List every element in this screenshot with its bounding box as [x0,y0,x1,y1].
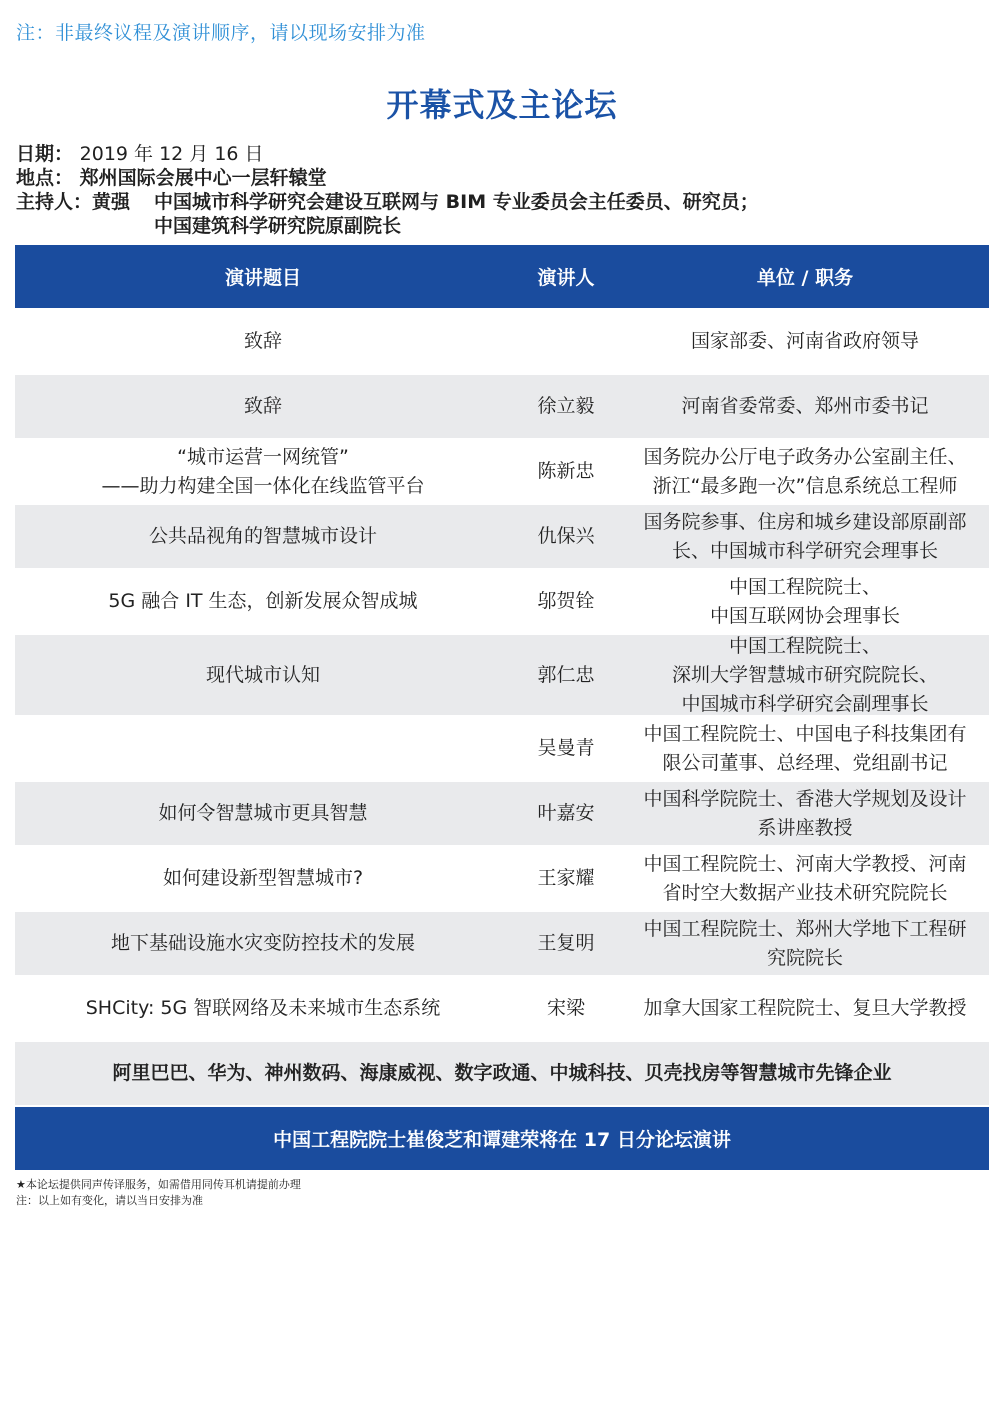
table-row [15,440,989,503]
org-cell: 加拿大国家工程院院士、复旦大学教授 [643,997,967,1019]
topic-cell: 如何令智慧城市更具智慧 [158,802,368,824]
header-speaker: 演讲人 [537,267,595,289]
page-title: 开幕式及主论坛 [386,86,618,124]
date-line [16,142,991,166]
speaker-cell: 陈新忠 [537,460,595,482]
footnote-change: 注：以上如有变化，请以当日安排为准 [16,1194,203,1207]
topic-cell: 地下基础设施水灾变防控技术的发展 [110,932,415,954]
org-cell: 国务院参事、住房和城乡建设部原副部 长、中国城市科学研究会理事长 [643,510,967,562]
header-org: 单位 / 职务 [756,267,854,289]
topic-cell: SHCity: 5G 智联网络及未来城市生态系统 [85,997,441,1019]
footnotes [16,1177,301,1209]
org-cell: 中国工程院院士、郑州大学地下工程研 究院院长 [643,917,967,969]
speaker-cell: 徐立毅 [537,395,595,417]
date-label: 日期： [16,143,74,165]
place-line [16,166,991,190]
topic-cell [15,717,511,780]
host-line [16,190,991,237]
speaker-cell: 仇保兴 [537,525,595,547]
agenda-table [15,245,989,1170]
table-row [15,570,989,633]
table-row [15,505,989,568]
table-row [15,782,989,845]
date-value: 2019 年 12 月 16 日 [79,143,264,165]
speaker-cell: 吴曼青 [537,737,595,759]
speaker-cell: 郭仁忠 [537,663,595,686]
topic-cell: 致辞 [243,330,282,352]
table-row [15,847,989,910]
table-row [15,310,989,373]
table-row [15,375,989,438]
header-topic: 演讲题目 [224,267,301,289]
table-row [15,912,989,975]
topic-cell: 公共品视角的智慧城市设计 [148,525,377,547]
topic-cell: 现代城市认知 [205,663,320,686]
speaker-cell: 叶嘉安 [537,802,595,824]
speaker-cell: 邬贺铨 [537,590,595,612]
org-cell: 中国科学院院士、香港大学规划及设计 系讲座教授 [643,787,967,839]
speaker-cell: 王家耀 [537,867,595,889]
org-cell: 国家部委、河南省政府领导 [690,330,919,352]
table-row [15,977,989,1040]
host-role [154,190,759,237]
place-label: 地点： [16,167,74,189]
org-cell: 国务院办公厅电子政务办公室副主任、 浙江“最多跑一次”信息系统总工程师 [643,445,967,497]
forum-banner: 中国工程院院士崔俊芝和谭建荣将在 17 日分论坛演讲 [15,1107,989,1170]
speaker-cell: 王复明 [537,932,595,954]
agenda-disclaimer: 注：非最终议程及演讲顺序，请以现场安排为准 [16,22,426,44]
org-cell: 中国工程院院士、 中国互联网协会理事长 [709,575,900,627]
speaker-cell: 宋梁 [546,997,585,1019]
org-cell: 中国工程院院士、中国电子科技集团有 限公司董事、总经理、党组副书记 [643,722,967,774]
event-info [16,142,991,237]
org-cell: 中国工程院院士、 深圳大学智慧城市研究院院长、 中国城市科学研究会副理事长 [671,634,938,715]
companies-row [15,1042,989,1105]
topic-cell: 5G 融合 IT 生态，创新发展众智成城 [108,590,418,612]
table-row [15,717,989,780]
topic-cell: “城市运营一网统管” ——助力构建全国一体化在线监管平台 [101,445,425,497]
companies-text: 阿里巴巴、华为、神州数码、海康威视、数字政通、中城科技、贝壳找房等智慧城市先锋企业 [112,1062,892,1084]
host-label: 主持人： [16,191,93,213]
org-cell: 中国工程院院士、河南大学教授、河南 省时空大数据产业技术研究院院长 [643,852,967,904]
org-cell: 河南省委常委、郑州市委书记 [681,395,929,417]
table-row [15,635,989,715]
table-header [15,245,989,308]
host-role-line-2: 中国建筑科学研究院原副院长 [154,215,402,237]
topic-cell: 如何建设新型智慧城市? [162,867,364,889]
host-role-line-1: 中国城市科学研究会建设互联网与 BIM 专业委员会主任委员、研究员； [154,191,759,213]
footnote-translation: ★本论坛提供同声传译服务，如需借用同传耳机请提前办理 [16,1178,301,1191]
speaker-cell [511,310,621,373]
topic-cell: 致辞 [243,395,282,417]
host-name: 黄强 [92,191,131,213]
place-value: 郑州国际会展中心一层轩辕堂 [79,167,327,189]
